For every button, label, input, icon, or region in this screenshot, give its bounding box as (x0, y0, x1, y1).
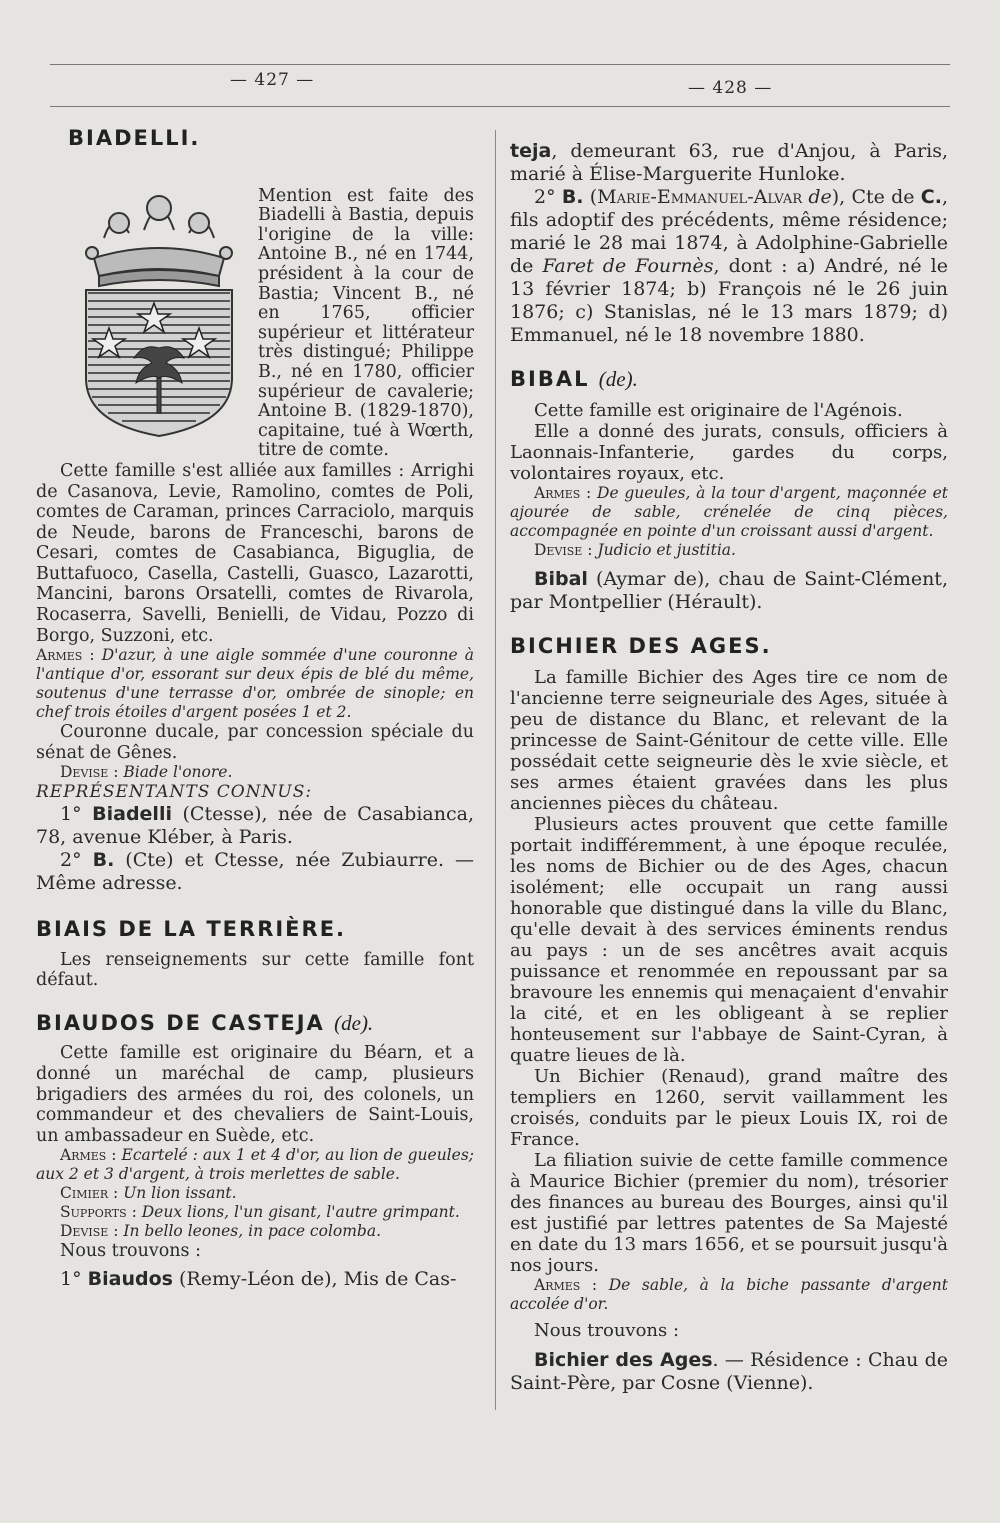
rep2-name: B. (561, 186, 584, 208)
devise-label: Devise : (60, 1222, 124, 1241)
bibal-devise (510, 541, 948, 560)
arms-label: Armes : (60, 1146, 122, 1165)
bibal-arms (510, 484, 948, 541)
entry-heading-bibal (510, 369, 948, 390)
rep1-rest: (Ctesse), née de Casabianca, 78, avenue Kléber, à Paris. (36, 803, 474, 849)
bichier-p3: Un Bichier (Renaud), grand maître des templiers en 1260, servit vaillamment les croisés, conduits par le pieux Louis IX, roi de France. (510, 1066, 948, 1150)
bichier-p4: La filiation suivie de cette famille commence à Maurice Bichier (premier du nom), trésorier des finances au bureau des Bourges, ainsi qu'il est justifié par lettres patentes de Sa Majesté en date du 13 mars 1656, et se poursuit jusqu'à nos jours. (510, 1150, 948, 1276)
rep2-name: B. (92, 849, 115, 872)
entry-heading-biadelli: BIADELLI. (68, 126, 201, 150)
continued-text: , demeurant 63, rue d'Anjou, à Paris, marié à Élise-Marguerite Hunloke. (510, 140, 948, 185)
devise-text: Biade l'onore. (123, 763, 233, 782)
rep2-number: 2° (534, 186, 562, 208)
entry-heading-biais: BIAIS DE LA TERRIÈRE. (36, 917, 347, 942)
supports-text: Deux lions, l'un gisant, l'autre grimpant. (141, 1203, 460, 1222)
bichier-p1: La famille Bichier des Ages tire ce nom de l'ancienne terre seigneuriale des Ages, située à peu de distance du Blanc, et relevant de la princesse de Saint-Génitour de cette ville. Elle possédait cette seigneurie dès le xvie siècle, et ses armes étaient gravées dans les plus anciennes pièces du château. (510, 667, 948, 814)
bichier-rep-rest: . — Résidence : Chau de Saint-Père, par Cosne (Vienne). (510, 1349, 948, 1394)
arms-label: Armes : (36, 646, 102, 665)
page-number-right: — 428 — (688, 78, 773, 98)
bibal-rep (510, 568, 948, 614)
biadelli-rep1 (36, 803, 474, 849)
devise-text: Judicio et justitia. (597, 541, 736, 559)
bibal-heading-de: (de). (598, 367, 638, 391)
rep2-rest: (Cte) et Ctesse, née Zubiaurre. — Même adresse. (36, 849, 474, 895)
cimier-label: Cimier : (60, 1184, 124, 1203)
rep2-de: de (808, 186, 832, 208)
bichier-p2: Plusieurs actes prouvent que cette famille portait indifféremment, à une époque reculée, les noms de Bichier ou de des Ages, chacun isolément; elle occupait un rang aussi honorable que distingué dans la ville du Blanc, qu'elle devait à des services éminents rendus au pays : un de ses ancêtres avait acquis puissance et renommée en repoussant par sa bravoure les ennemis qui menaçaient d'envahir la cité, et en les obligeant à se replier honteusement sur l'abbaye de Saint-Cyran, à quatre lieues de là. (510, 814, 948, 1066)
biaudos-heading-text: BIAUDOS DE CASTEJA (36, 1010, 325, 1035)
arms-label: Armes : (534, 1276, 609, 1294)
arms-text: D'azur, à une aigle sommée d'une couronne à l'antique d'or, essorant sur deux épis de blé du même, soutenus d'une terrasse d'or, ombrée de sinople; en chef trois étoiles d'argent posées 1 et 2. (36, 646, 475, 722)
entry-heading-bichier: BICHIER DES AGES. (510, 634, 772, 658)
devise-label: Devise : (534, 541, 598, 559)
column-divider (495, 130, 496, 1410)
representants-heading: REPRÉSENTANTS CONNUS: (36, 782, 313, 803)
rep2-given-names: (Marie-Emmanuel-Alvar (583, 186, 809, 208)
cimier-text: Un lion issant. (123, 1184, 237, 1203)
biaudos-rep1 (36, 1268, 474, 1291)
entry-heading-biaudos (36, 1010, 474, 1035)
rep2-children: , dont : a) André, né le 13 février 1874; b) François né le 26 juin 1876; c) Stanislas, né le 13 mars 1879; d) Emmanuel, né le 18 novembre 1880. (510, 255, 948, 346)
bichier-nous: Nous trouvons : (534, 1320, 680, 1341)
biaudos-nous: Nous trouvons : (60, 1241, 201, 1262)
rep1-number: 1° (60, 803, 93, 826)
bichier-arms (510, 1276, 948, 1314)
biaudos-text: Cette famille est originaire du Béarn, et a donné un maréchal de camp, plusieurs brigadiers des armées du roi, des colonels, un commandeur et des chevaliers de Saint-Louis, un ambassadeur en Suède, etc. (36, 1043, 474, 1146)
biadelli-devise (36, 763, 474, 782)
bibal-text2: Elle a donné des jurats, consuls, officiers à Laonnais-Infanterie, gardes du corps, volontaires royaux, etc. (510, 421, 948, 484)
continued-name: teja (510, 140, 552, 162)
rep1-name: Biaudos (87, 1267, 173, 1290)
rep2-title: ), Cte de (831, 186, 921, 208)
biaudos-devise (36, 1222, 474, 1241)
right-column (510, 140, 948, 1395)
arms-text: De sable, à la biche passante d'argent accolée d'or. (510, 1276, 948, 1313)
biaudos-supports (36, 1203, 474, 1222)
devise-label: Devise : (60, 763, 124, 782)
biadelli-alliances: Cette famille s'est alliée aux familles : Arrighi de Casanova, Levie, Ramolino, comtes de Poli, comtes de Caraman, princes Carraciolo, marquis de Neude, barons de Franceschi, barons de Cesari, comtes de Casabianca, Biguglia, de Buttafuoco, Casella, Castelli, Guasco, Lazarotti, Mancini, barons Orsatelli, comtes de Rivarola, Rocaserra, Savelli, Benielli, de Vidau, Pozzo di Borgo, Suzzoni, etc. (36, 460, 474, 646)
biaudos-arms (36, 1146, 474, 1184)
biaudos-cimier (36, 1184, 474, 1203)
bibal-rep-name: Bibal (534, 568, 588, 590)
biadelli-intro: Mention est faite des Biadelli à Bastia, depuis l'origine de la ville: Antoine B., né en 1744, président à la cour de Bastia; Vincent B., né en 1765, officier supérieur et littérateur très distingué; Philippe B., né en 1780, officier supérieur de cavalerie; Antoine B. (1829-1870), capitaine, tué à Wœrth, titre de comte. (258, 185, 474, 461)
biadelli-rep2 (36, 849, 474, 895)
arms-text: Ecartelé : aux 1 et 4 d'or, au lion de gueules; aux 2 et 3 d'argent, à trois merlettes de sable. (36, 1146, 474, 1184)
bichier-rep (510, 1349, 948, 1395)
rep1-name: Biadelli (92, 803, 172, 826)
biadelli-arms (36, 646, 474, 722)
rep2-rest: , fils adoptif des précédents, même résidence; marié le 28 mai 1874, à Adolphine-Gabrielle de (510, 186, 948, 277)
biadelli-crown: Couronne ducale, par concession spéciale du sénat de Gênes. (36, 722, 474, 763)
rep1-number: 1° (60, 1267, 88, 1290)
header-rule (50, 106, 950, 107)
bibal-text1: Cette famille est originaire de l'Agénois. (534, 400, 903, 421)
rep2-c: C. (920, 186, 942, 208)
biais-text: Les renseignements sur cette famille font défaut. (36, 949, 474, 991)
bibal-heading-text: BIBAL (510, 367, 590, 391)
devise-text: In bello leones, in pace colomba. (123, 1222, 382, 1241)
biaudos-continued (510, 140, 948, 186)
biaudos-heading-de: (de). (334, 1010, 374, 1035)
page-number-left: — 427 — (230, 70, 315, 90)
bichier-rep-name: Bichier des Ages (534, 1349, 713, 1371)
rep2-number: 2° (60, 849, 93, 872)
biaudos-rep2 (510, 186, 948, 347)
rep1-rest: (Remy-Léon de), Mis de Cas- (172, 1267, 457, 1290)
arms-text: De gueules, à la tour d'argent, maçonnée et ajourée de sable, crénelée de cinq pièces, accompagnée en pointe d'un croissant aussi d'argent. (510, 484, 948, 540)
supports-label: Supports : (60, 1203, 142, 1222)
left-column (36, 120, 474, 1291)
rep2-spouse-family: Faret de Fournès (542, 255, 714, 277)
top-rule (50, 64, 950, 65)
bibal-rep-rest: (Aymar de), chau de Saint-Clément, par Montpellier (Hérault). (510, 568, 948, 613)
arms-label: Armes : (534, 484, 598, 502)
